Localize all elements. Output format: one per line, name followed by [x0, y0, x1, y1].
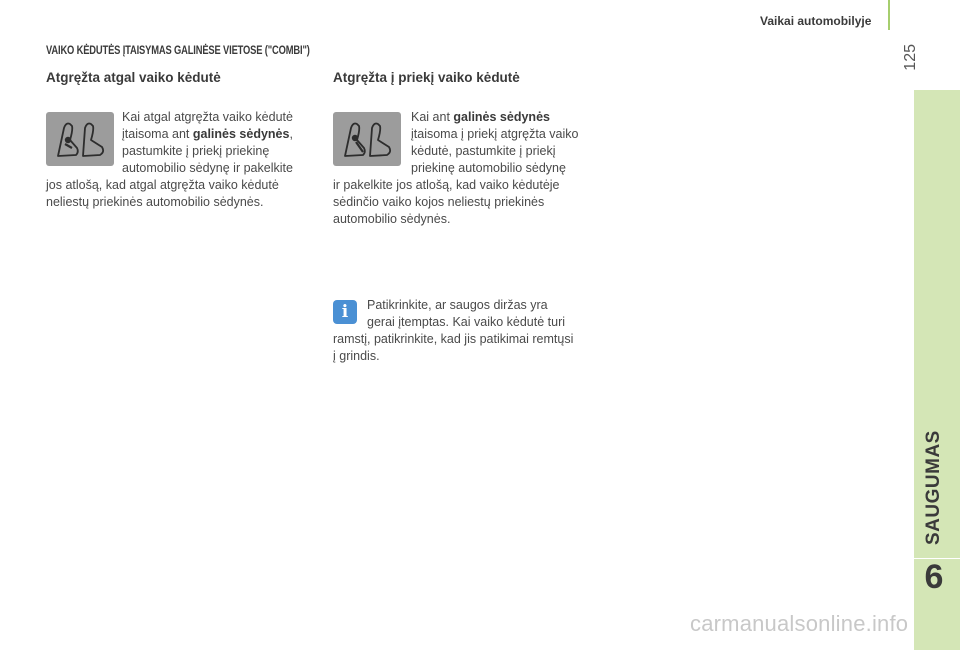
text-line: ramstį, patikrinkite, kad jis patikimai remtųsi — [333, 332, 574, 346]
text-line: įtaisoma ant galinės sėdynės, — [122, 127, 293, 141]
text-line: gerai įtemptas. Kai vaiko kėdutė turi — [367, 315, 566, 329]
text-line: Kai atgal atgręžta vaiko kėdutė — [122, 110, 293, 124]
left-text-lines-1-4 — [122, 109, 322, 177]
text-line: priekinę automobilio sėdynę — [411, 161, 566, 175]
right-text-lines-5-7 — [333, 177, 603, 228]
info-text-lines-3-4 — [333, 331, 613, 365]
text-line: kėdutė, pastumkite į priekį — [411, 144, 556, 158]
running-header-title: Vaikai automobilyje — [760, 14, 872, 28]
forward-facing-title: Atgręžta į priekį vaiko kėdutė — [333, 70, 520, 85]
rear-facing-child-seat-icon — [46, 112, 114, 166]
text-line: įtaisoma į priekį atgręžta vaiko — [411, 127, 579, 141]
text-line: automobilio sėdynės. — [333, 212, 451, 226]
text-line: neliestų priekinės automobilio sėdynės. — [46, 195, 264, 209]
text-line: jos atlošą, kad atgal atgręžta vaiko kėdutė — [46, 178, 279, 192]
chapter-number: 6 — [924, 558, 944, 596]
forward-facing-child-seat-icon — [333, 112, 401, 166]
text-line: automobilio sėdynę ir pakelkite — [122, 161, 293, 175]
rear-facing-title: Atgręžta atgal vaiko kėdutė — [46, 70, 221, 85]
right-text-lines-1-4 — [411, 109, 611, 177]
text-line: sėdinčio vaiko kojos neliestų priekinės — [333, 195, 545, 209]
info-icon: i — [333, 300, 357, 324]
info-text-lines-1-2 — [367, 297, 607, 331]
text-line: pastumkite į priekį priekinę — [122, 144, 270, 158]
text-line: Kai ant galinės sėdynės — [411, 110, 550, 124]
page-number: 125 — [902, 44, 919, 71]
left-text-lines-5-6 — [46, 177, 316, 211]
chapter-label: SAUGUMAS — [923, 430, 944, 546]
text-line: Patikrinkite, ar saugos diržas yra — [367, 298, 548, 312]
text-line: į grindis. — [333, 349, 380, 363]
header-accent-line — [888, 0, 890, 30]
watermark: carmanualsonline.info — [690, 611, 909, 636]
section-heading: VAIKO KĖDUTĖS ĮTAISYMAS GALINĖSE VIETOSE ("COMBI") — [46, 43, 310, 57]
text-line: ir pakelkite jos atlošą, kad vaiko kėdutėje — [333, 178, 560, 192]
